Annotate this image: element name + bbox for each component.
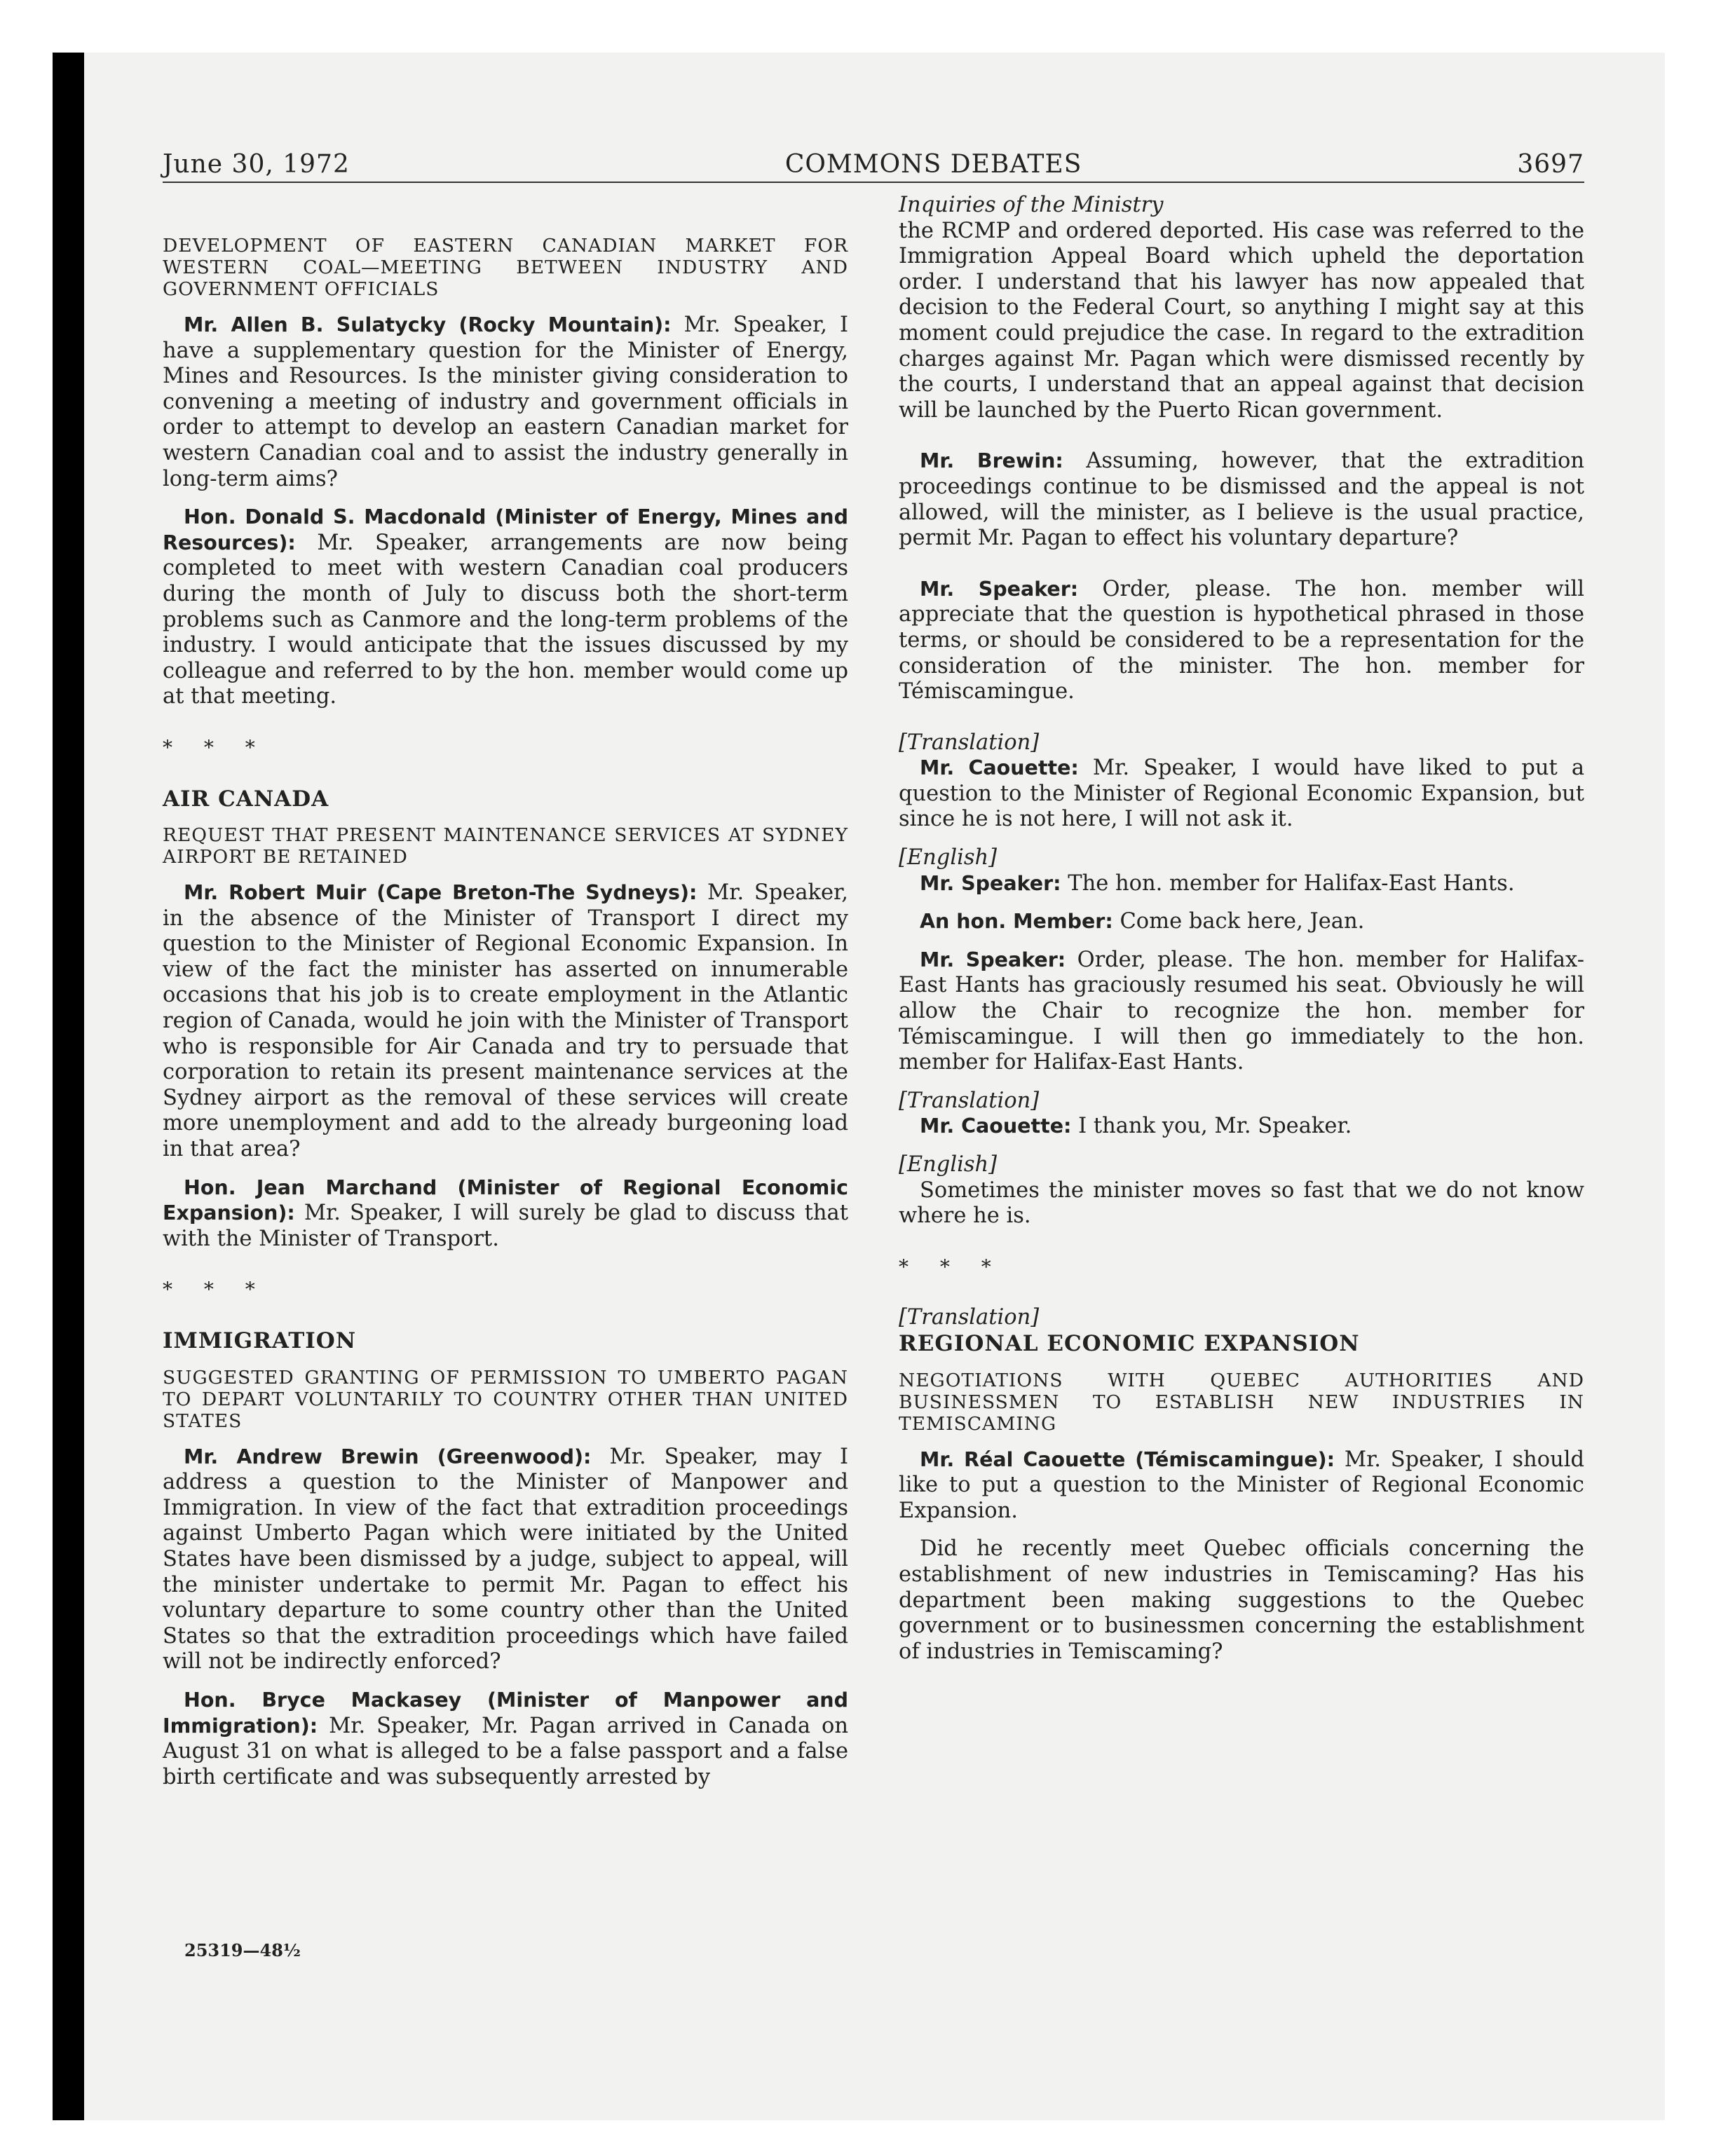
brewin-followup-paragraph — [899, 449, 1584, 551]
brewin-paragraph — [163, 1445, 848, 1675]
speaker-name: Hon. Donald S. Macdonald (Minister of Energy, Mines and Resources): — [163, 505, 848, 554]
language-marker: [Translation] — [899, 730, 1040, 755]
language-marker: [Translation] — [899, 1088, 1040, 1113]
speech-text: Assuming, however, that the extradition proceedings continue to be dismissed and the appeal is not allowed, will the minister, as I believe is the usual practice, permit Mr. Pagan to effect his voluntary departure? — [899, 449, 1584, 551]
speaker-name: An hon. Member: — [920, 910, 1113, 934]
header-date: June 30, 1972 — [163, 150, 350, 179]
speech-text: Mr. Speaker, I will surely be glad to discuss that with the Minister of Transport. — [163, 1201, 848, 1251]
speaker-name: Mr. Brewin: — [920, 449, 1063, 473]
speaker-name: Hon. Jean Marchand (Minister of Regional Economic Expansion): — [163, 1175, 848, 1225]
speech-text: Order, please. The hon. member will appreciate that the question is hypothetical phrased in those terms, or should be considered to be a representation for the consideration of the minister. The hon. member for Témiscamingue. — [899, 576, 1585, 704]
speech-text: Mr. Speaker, may I address a question to the Minister of Manpower and Immigration. In view of the fact that extradition proceedings against Umberto Pagan which were initiated by the United States have been dismissed by a judge, subject to appeal, will the minister undertake to permit Mr. Pagan to effect his voluntary departure to some country other than the United States so that the extradition proceedings which have failed will not be indirectly enforced? — [163, 1444, 849, 1674]
immigration-subhead: SUGGESTED GRANTING OF PERMISSION TO UMBERTO PAGAN TO DEPART VOLUNTARILY TO COUNTRY OTHER THAN UNITED STATES — [163, 1366, 848, 1432]
speaker-name: Mr. Réal Caouette (Témiscamingue): — [920, 1447, 1335, 1471]
speaker-name: Mr. Robert Muir (Cape Breton-The Sydneys): — [184, 881, 698, 905]
sometimes-paragraph: Sometimes the minister moves so fast that we do not know where he is. — [899, 1178, 1584, 1229]
speaker-name: Mr. Speaker: — [920, 948, 1066, 971]
speech-text: Order, please. The hon. member for Halifax-East Hants has graciously resumed his seat. Obviously he will allow the Chair to recognize the hon. member for Témiscamingue. I will then go immediately to the hon. member for Halifax-East Hants. — [899, 947, 1584, 1075]
caouette-paragraph-3 — [899, 1447, 1584, 1524]
section-title-immigration: IMMIGRATION — [163, 1328, 357, 1353]
speaker-paragraph-2 — [899, 871, 1584, 897]
footer-signature: 25319—48½ — [184, 1940, 301, 1960]
speaker-name: Hon. Bryce Mackasey (Minister of Manpower and Immigration): — [163, 1688, 848, 1738]
speech-text: Mr. Speaker, arrangements are now being completed to meet with western Canadian coal producers during the month of July to discuss both the short-term problems such as Canmore and the long-term problems of the industry. I would anticipate that the issues discussed by my colleague and referred to by the hon. member would come up at that meeting. — [163, 530, 848, 709]
section-title-air-canada: AIR CANADA — [163, 786, 329, 812]
header-title: COMMONS DEBATES — [784, 150, 1082, 179]
macdonald-paragraph — [163, 505, 848, 710]
language-marker: [English] — [899, 1152, 998, 1177]
column-running-title: Inquiries of the Ministry — [899, 193, 1164, 217]
speech-text: The hon. member for Halifax-East Hants. — [1068, 871, 1515, 896]
marchand-paragraph — [163, 1175, 848, 1253]
speech-text: Mr. Speaker, I would have liked to put a question to the Minister of Regional Economic Expansion, but since he is not here, I will not ask it. — [899, 756, 1584, 832]
section-separator: * * * — [899, 1255, 1004, 1278]
speaker-name: Mr. Caouette: — [920, 1114, 1072, 1138]
speaker-name: Mr. Speaker: — [920, 577, 1079, 601]
speaker-name: Mr. Allen B. Sulatycky (Rocky Mountain): — [184, 313, 672, 336]
speaker-name: Mr. Speaker: — [920, 871, 1061, 895]
left-column — [163, 193, 848, 1790]
speaker-name: Mr. Caouette: — [920, 756, 1079, 780]
muir-paragraph — [163, 880, 848, 1163]
language-marker: [English] — [899, 845, 998, 871]
page — [163, 150, 1584, 1790]
speaker-name: Mr. Andrew Brewin (Greenwood): — [184, 1445, 592, 1468]
section-separator: * * * — [163, 735, 268, 759]
air-subhead: REQUEST THAT PRESENT MAINTENANCE SERVICES AT SYDNEY AIRPORT BE RETAINED — [163, 824, 848, 868]
header-page-number: 3697 — [1517, 150, 1584, 179]
section-separator: * * * — [163, 1278, 268, 1302]
caouette-paragraph-1 — [899, 756, 1584, 833]
section-title-regional-economic-expansion: REGIONAL ECONOMIC EXPANSION — [899, 1330, 1360, 1356]
columns — [163, 193, 1584, 1790]
mackasey-paragraph — [163, 1688, 848, 1790]
speech-text: I thank you, Mr. Speaker. — [1078, 1114, 1352, 1139]
sulatycky-paragraph — [163, 313, 848, 492]
speech-text: Mr. Speaker, in the absence of the Minister of Transport I direct my question to the Minister of Regional Economic Expansion. In view of the fact the minister has asserted on innumerable occasions that his job is to create employment in the Atlantic region of Canada, would he join with the Minister of Transport who is responsible for Air Canada and try to persuade that corporation to retain its present maintenance services at the Sydney airport as the removal of these services will create more unemployment and add to the already burgeoning load in that area? — [163, 880, 848, 1162]
member-paragraph — [899, 909, 1584, 935]
right-column — [899, 193, 1584, 1790]
speech-text: Come back here, Jean. — [1120, 909, 1365, 934]
final-paragraph: Did he recently meet Quebec officials concerning the establishment of new industries in Temiscaming? Has his department been making suggestions to the Quebec government or to businessmen concerning the establishment of industries in Temiscaming? — [899, 1536, 1584, 1664]
binding-edge — [53, 53, 84, 2120]
coal-subhead: DEVELOPMENT OF EASTERN CANADIAN MARKET FOR WESTERN COAL—MEETING BETWEEN INDUSTRY AND GOVERNMENT OFFICIALS — [163, 235, 848, 300]
language-marker: [Translation] — [899, 1305, 1040, 1330]
caouette-paragraph-2 — [899, 1114, 1584, 1140]
speaker-paragraph-3 — [899, 948, 1584, 1076]
speech-text: Mr. Speaker, I have a supplementary question for the Minister of Energy, Mines and Resources. Is the minister giving consideration to convening a meeting of industry and government officials in order to attempt to develop an eastern Canadian market for western Canadian coal and to assist the industry generally in long-term aims? — [163, 313, 848, 491]
speech-text: Mr. Speaker, Mr. Pagan arrived in Canada on August 31 on what is alleged to be a false passport and a false birth certificate and was subsequently arrested by — [163, 1713, 848, 1789]
running-head — [163, 150, 1584, 183]
speaker-paragraph-1 — [899, 577, 1584, 705]
speech-text: Mr. Speaker, I should like to put a question to the Minister of Regional Economic Expansion. — [899, 1447, 1584, 1523]
ree-subhead: NEGOTIATIONS WITH QUEBEC AUTHORITIES AND BUSINESSMEN TO ESTABLISH NEW INDUSTRIES IN TEMISCAMING — [899, 1369, 1584, 1435]
continued-paragraph: the RCMP and ordered deported. His case was referred to the Immigration Appeal Board which upheld the deportation order. I understand that his lawyer has now appealed that decision to the Federal Court, so anything I might say at this moment could prejudice the case. In regard to the extradition charges against Mr. Pagan which were dismissed recently by the courts, I understand that an appeal against that decision will be launched by the Puerto Rican government. — [899, 218, 1584, 423]
